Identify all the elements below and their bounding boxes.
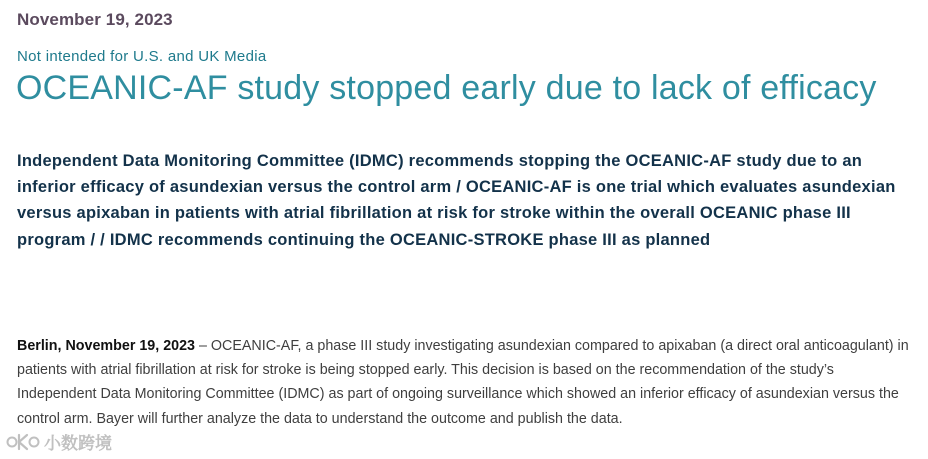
publish-date: November 19, 2023	[17, 10, 173, 29]
article-dateline: Berlin, November 19, 2023	[17, 338, 196, 354]
watermark-logo-icon	[6, 431, 40, 453]
media-notice: Not intended for U.S. and UK Media	[17, 48, 267, 65]
watermark	[6, 429, 112, 454]
watermark-text: 小数跨境	[44, 434, 112, 453]
article-body	[17, 334, 917, 431]
article-lead: Independent Data Monitoring Committee (IDMC) recommends stopping the OCEANIC-AF study due to an inferior efficacy of asundexian versus the control arm / OCEANIC-AF is one trial which evaluates asundexian versus apixaban in patients with atrial fibrillation at risk for stroke within the overall OCEANIC phase III program / / IDMC recommends continuing the OCEANIC-STROKE phase III as planned	[17, 152, 896, 249]
article-body-text: – OCEANIC-AF, a phase III study investigating asundexian compared to apixaban (a direct oral anticoagulant) in patients with atrial fibrillation at risk for stroke is being stopped early. This decision is based on the recommendation of the study’s Independent Data Monitoring Committee (IDMC) as part of ongoing surveillance which showed an inferior efficacy of asundexian versus the control arm. Bayer will further analyze the data to understand the outcome and publish the data.	[17, 338, 909, 427]
article-headline: OCEANIC-AF study stopped early due to lack of efficacy	[16, 69, 877, 107]
